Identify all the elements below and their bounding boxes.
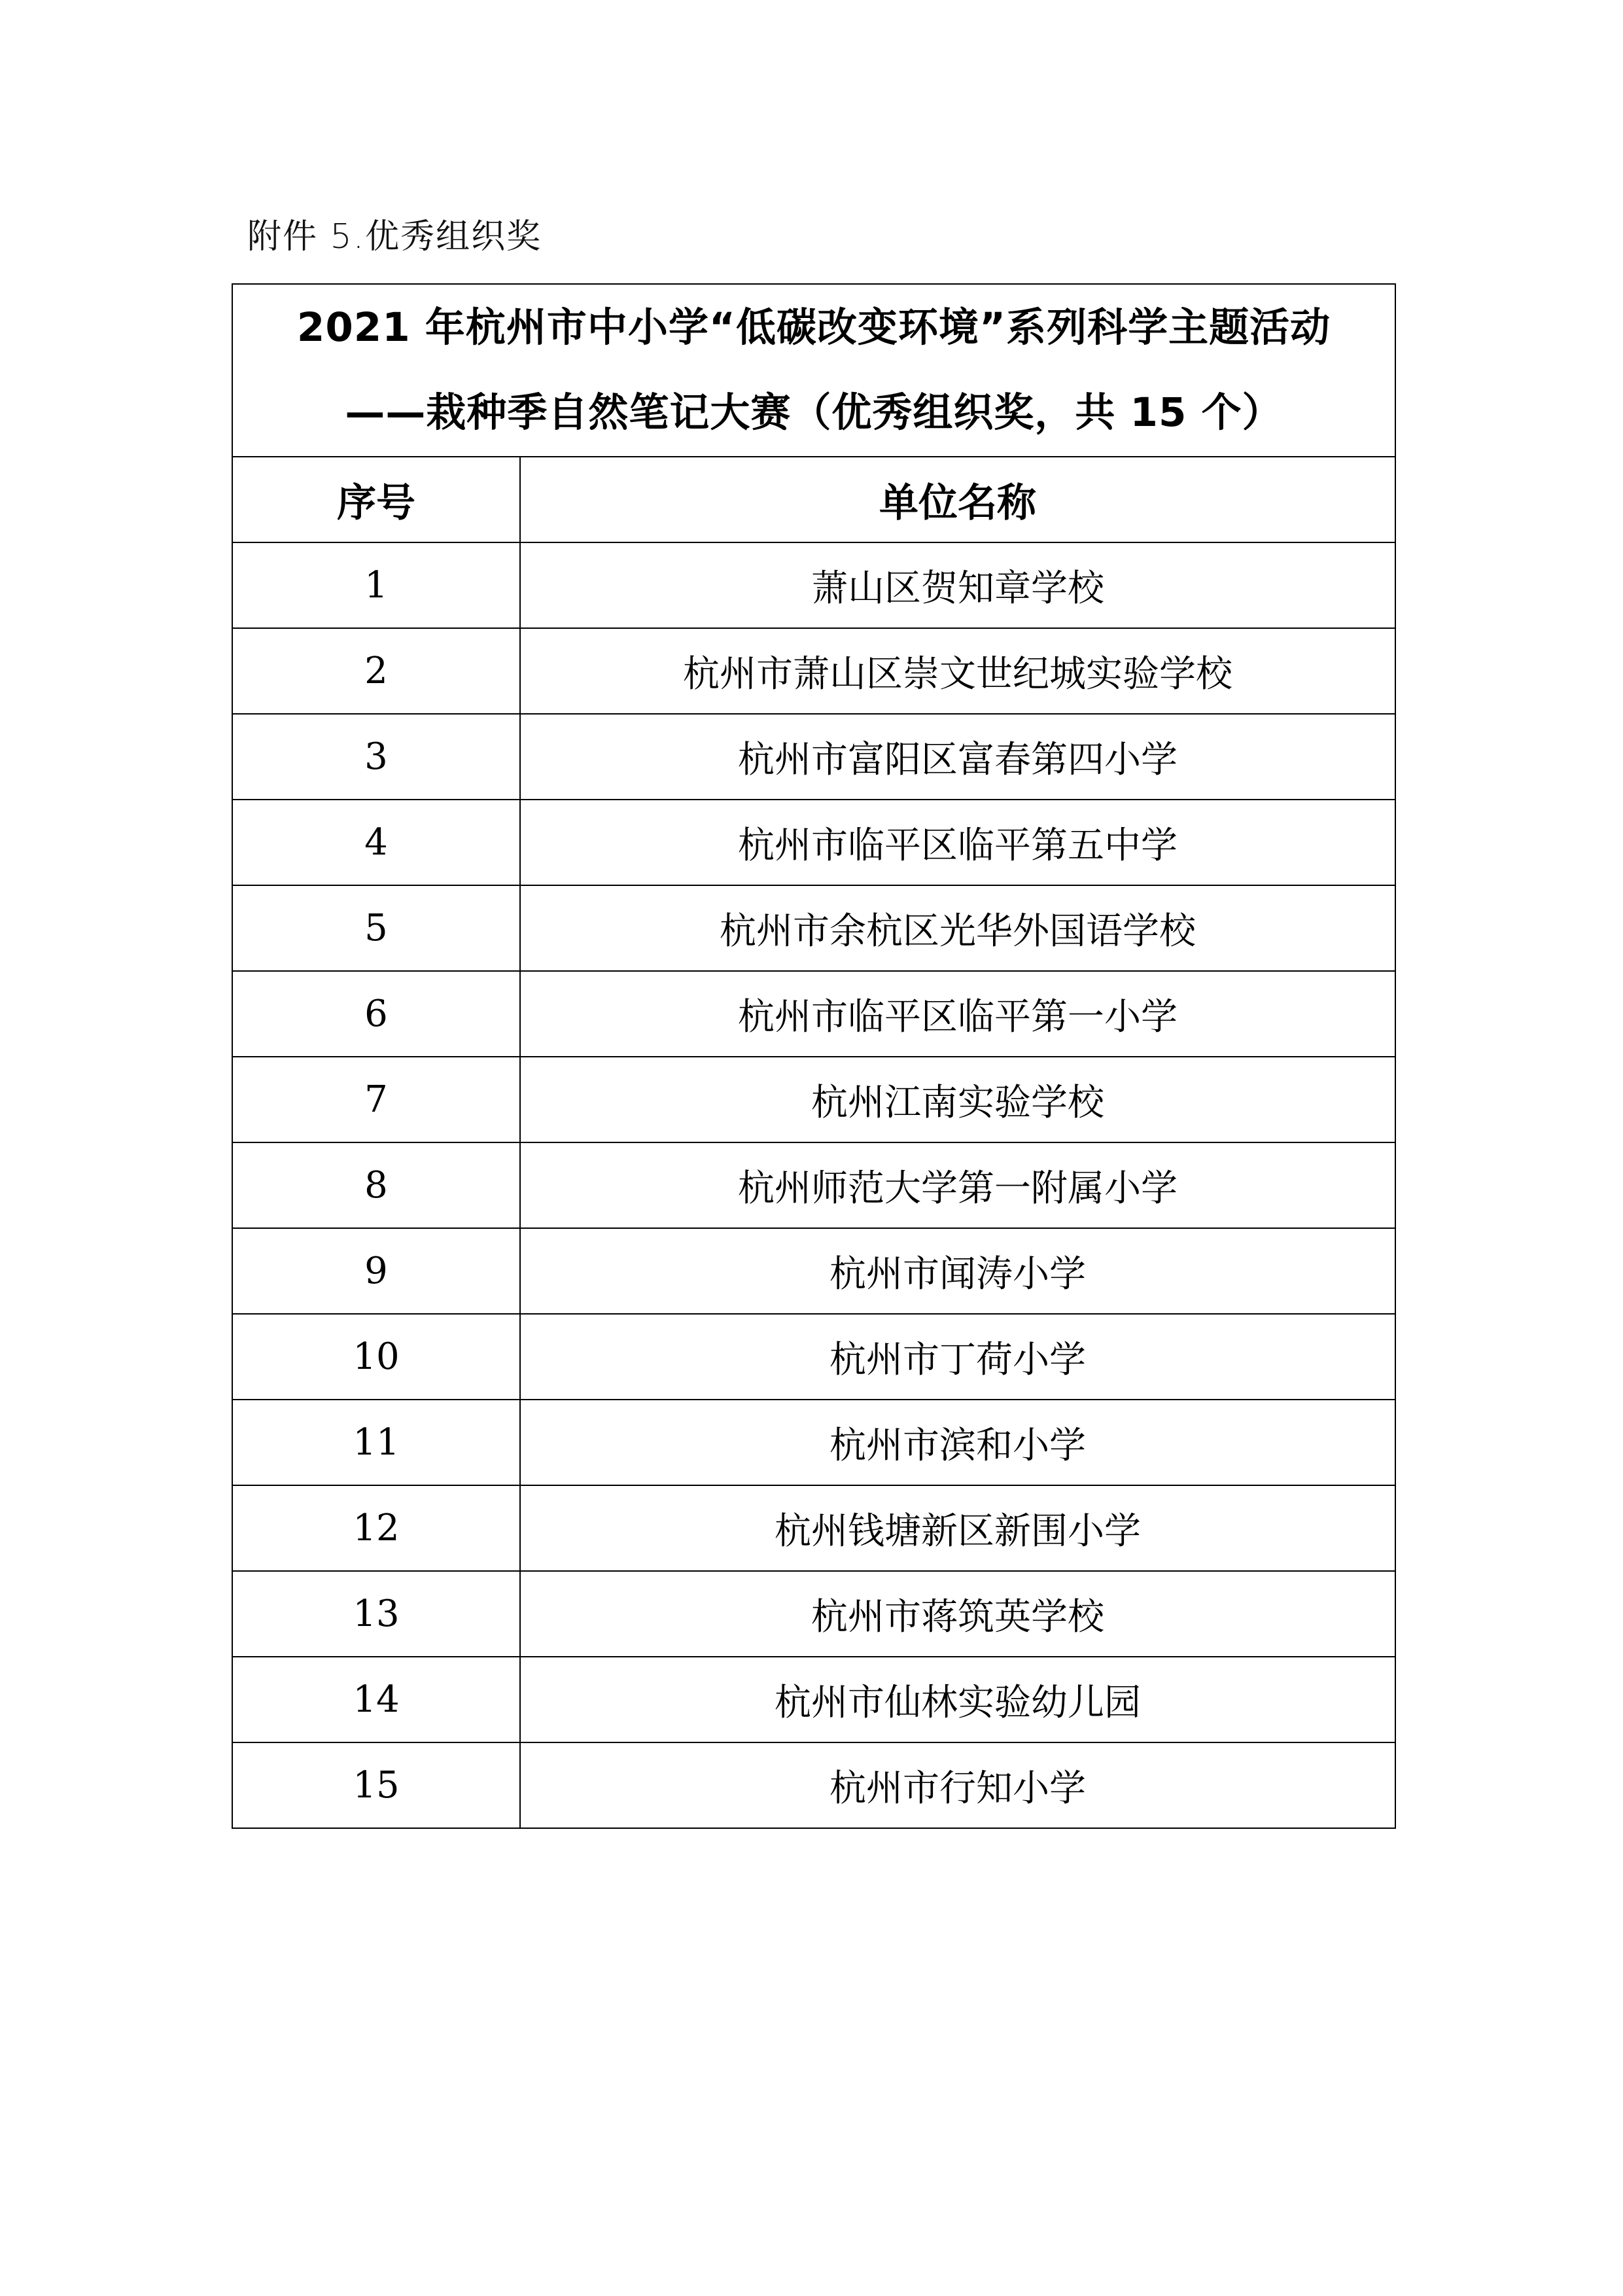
table-row (232, 1571, 1395, 1657)
row-unit-name: 杭州江南实验学校 (520, 1057, 1395, 1142)
row-unit-name: 萧山区贺知章学校 (520, 542, 1395, 628)
row-number: 12 (232, 1485, 520, 1571)
row-unit-name: 杭州市富阳区富春第四小学 (520, 714, 1395, 800)
row-number: 14 (232, 1657, 520, 1742)
row-unit-name: 杭州钱塘新区新围小学 (520, 1485, 1395, 1571)
attachment-label: 附件 5.优秀组织奖 (247, 217, 542, 256)
row-unit-name: 杭州市仙林实验幼儿园 (520, 1657, 1395, 1742)
row-number: 9 (232, 1228, 520, 1314)
table-row (232, 714, 1395, 800)
table-title-line-2: ——栽种季自然笔记大赛（优秀组织奖，共 15 个） (345, 389, 1283, 436)
table-title-line-1: 2021 年杭州市中小学“低碳改变环境”系列科学主题活动 (296, 304, 1331, 351)
table-row (232, 885, 1395, 971)
row-number: 13 (232, 1571, 520, 1657)
table-header-row (232, 457, 1395, 542)
row-number: 2 (232, 628, 520, 714)
table-row (232, 1142, 1395, 1228)
table-row (232, 1057, 1395, 1142)
table-row (232, 971, 1395, 1057)
row-number: 3 (232, 714, 520, 800)
row-unit-name: 杭州市蒋筑英学校 (520, 1571, 1395, 1657)
table-title-row (232, 284, 1395, 457)
row-number: 1 (232, 542, 520, 628)
header-number: 序号 (232, 457, 520, 542)
row-unit-name: 杭州市闻涛小学 (520, 1228, 1395, 1314)
table-row (232, 800, 1395, 885)
table-title (232, 284, 1395, 457)
row-number: 7 (232, 1057, 520, 1142)
table-row (232, 1228, 1395, 1314)
row-number: 15 (232, 1742, 520, 1828)
row-number: 6 (232, 971, 520, 1057)
table-row (232, 628, 1395, 714)
row-unit-name: 杭州师范大学第一附属小学 (520, 1142, 1395, 1228)
table-row (232, 1485, 1395, 1571)
header-unit-name: 单位名称 (520, 457, 1395, 542)
table-row (232, 1742, 1395, 1828)
table-row (232, 1657, 1395, 1742)
row-number: 10 (232, 1314, 520, 1400)
row-unit-name: 杭州市余杭区光华外国语学校 (520, 885, 1395, 971)
row-unit-name: 杭州市行知小学 (520, 1742, 1395, 1828)
row-unit-name: 杭州市临平区临平第一小学 (520, 971, 1395, 1057)
row-number: 8 (232, 1142, 520, 1228)
table-row (232, 1314, 1395, 1400)
row-unit-name: 杭州市临平区临平第五中学 (520, 800, 1395, 885)
row-unit-name: 杭州市滨和小学 (520, 1400, 1395, 1485)
row-unit-name: 杭州市丁荷小学 (520, 1314, 1395, 1400)
row-unit-name: 杭州市萧山区崇文世纪城实验学校 (520, 628, 1395, 714)
row-number: 4 (232, 800, 520, 885)
row-number: 5 (232, 885, 520, 971)
award-table (232, 283, 1396, 1829)
table-row (232, 1400, 1395, 1485)
table-row (232, 542, 1395, 628)
row-number: 11 (232, 1400, 520, 1485)
